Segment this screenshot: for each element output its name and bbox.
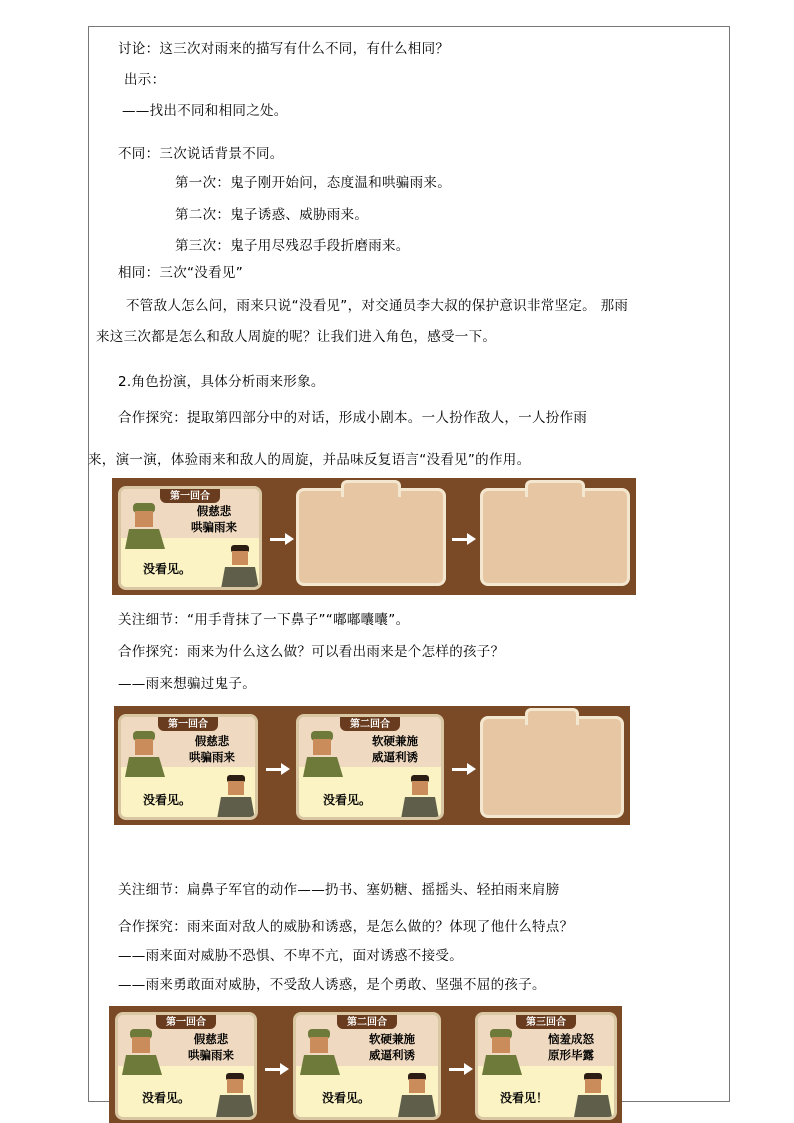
enemy-caption: 软硬兼施 威逼利诱 [372,734,418,764]
enemy-caption: 假慈悲 哄骗雨来 [188,1032,234,1062]
discussion-line: 讨论：这三次对雨来的描写有什么不同，有什么相同？ [118,41,450,57]
round-card [296,714,444,820]
explore-line-1: 合作探究：雨来为什么这么做？可以看出雨来是个怎样的孩子？ [118,644,505,660]
difference-line: 不同：三次说话背景不同。 [118,146,284,162]
round-strip-2 [114,706,630,825]
yulai-icon [398,1073,436,1117]
arrow-icon [270,538,286,541]
yulai-icon [217,775,255,819]
round-label: 第二回合 [340,714,400,731]
enemy-caption: 恼羞成怒 原形毕露 [548,1032,594,1062]
arrow-icon [265,1068,281,1071]
round-label: 第三回合 [516,1012,576,1029]
soldier-icon [125,501,167,549]
arrow-icon [452,538,468,541]
yulai-icon [216,1073,254,1117]
arrow-icon [266,768,282,771]
round-label: 第一回合 [160,486,220,503]
yulai-reply: 没看见。 [143,562,192,576]
paragraph-line-1: 不管敌人怎么问，雨来只说“没看见”，对交通员李大叔的保护意识非常坚定。 那雨 [126,298,629,314]
enemy-caption: 假慈悲 哄骗雨来 [189,734,235,764]
enemy-caption: 软硬兼施 威逼利诱 [369,1032,415,1062]
task-line-1: 合作探究：提取第四部分中的对话，形成小剧本。一人扮作敌人，一人扮作雨 [118,410,588,426]
answer-line-2: ——雨来想骗过鬼子。 [118,676,256,692]
paragraph-line-2: 来这三次都是怎么和敌人周旋的呢？让我们进入角色，感受一下。 [96,329,497,345]
yulai-reply: 没看见！ [500,1091,549,1105]
soldier-icon [125,729,167,777]
empty-card [480,488,630,586]
show-label: 出示： [124,72,166,88]
second-time-line: 第二次：鬼子诱惑、威胁雨来。 [175,207,369,223]
round-card [475,1012,617,1120]
explore-line-2: 合作探究：雨来面对敌人的威胁和诱惑，是怎么做的？体现了他什么特点？ [118,919,574,935]
arrow-icon [449,1068,465,1071]
round-label: 第一回合 [156,1012,216,1029]
section-heading: 2.角色扮演，具体分析雨来形象。 [118,374,325,390]
round-card [118,714,258,820]
answer-line-4: ——雨来勇敢面对威胁，不受敌人诱惑，是个勇敢、坚强不屈的孩子。 [118,977,546,993]
task-line-2: 来，演一演，体验雨来和敌人的周旋，并品味反复语言“没看见”的作用。 [88,452,531,468]
yulai-reply: 没看见。 [323,793,372,807]
soldier-icon [482,1027,524,1075]
round-card [118,486,262,590]
first-time-line: 第一次：鬼子刚开始问，态度温和哄骗雨来。 [175,175,451,191]
round-label: 第一回合 [158,714,218,731]
answer-line-3: ——雨来面对威胁不恐惧、不卑不亢，面对诱惑不接受。 [118,948,463,964]
detail-line-2: 关注细节：扁鼻子军官的动作——扔书、塞奶糖、摇摇头、轻拍雨来肩膀 [118,882,560,898]
empty-card [480,716,624,818]
yulai-reply: 没看见。 [322,1091,371,1105]
enemy-caption: 假慈悲 哄骗雨来 [191,504,237,534]
soldier-icon [122,1027,164,1075]
yulai-icon [574,1073,612,1117]
round-strip-1 [112,478,636,595]
round-strip-3 [109,1006,622,1123]
detail-line-1: 关注细节：“用手背抹了一下鼻子”“嘟嘟囔囔”。 [118,612,410,628]
round-card [293,1012,441,1120]
round-label: 第二回合 [337,1012,397,1029]
same-line: 相同：三次“没看见” [118,265,243,281]
round-card [115,1012,257,1120]
answer-line: ——找出不同和相同之处。 [122,103,288,119]
yulai-icon [221,545,259,589]
yulai-reply: 没看见。 [142,1091,191,1105]
yulai-icon [401,775,439,819]
empty-card [296,488,446,586]
third-time-line: 第三次：鬼子用尽残忍手段折磨雨来。 [175,238,410,254]
soldier-icon [303,729,345,777]
yulai-reply: 没看见。 [143,793,192,807]
soldier-icon [300,1027,342,1075]
arrow-icon [452,768,468,771]
